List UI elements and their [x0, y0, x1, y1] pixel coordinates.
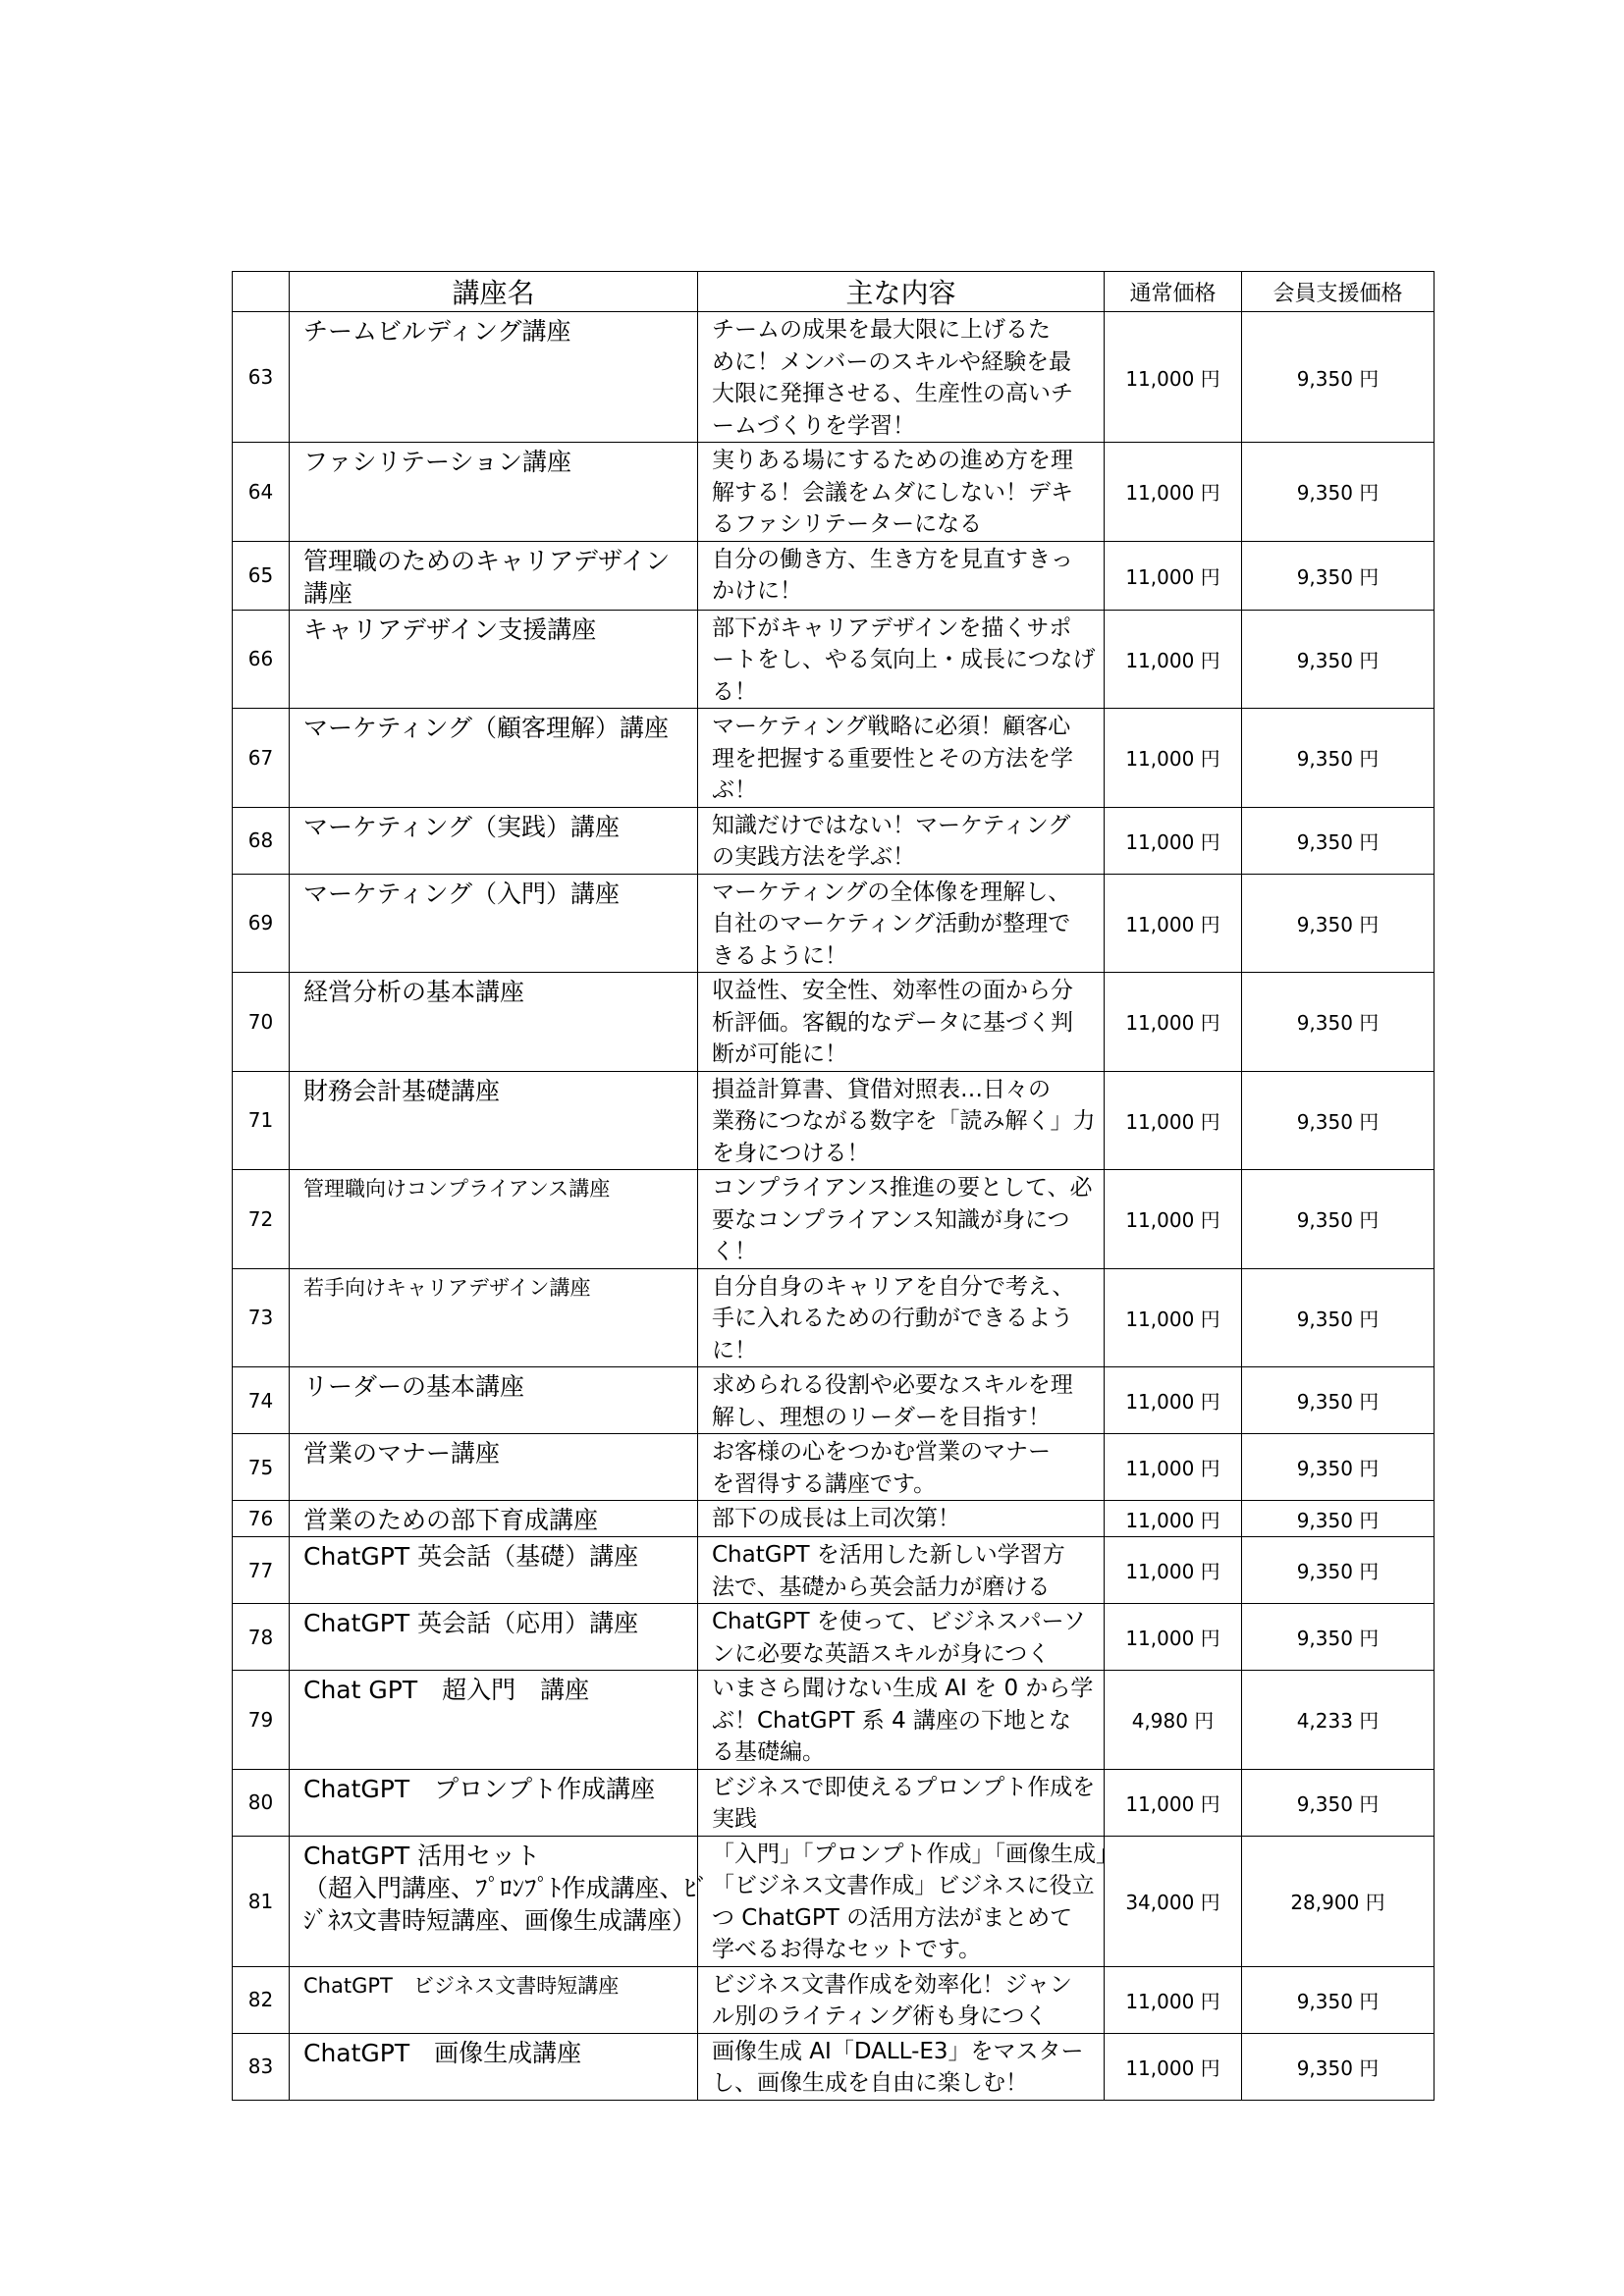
table-row: [233, 1434, 1435, 1501]
table-row: [233, 807, 1435, 874]
table-row: [233, 443, 1435, 542]
course-name-line: マーケティング（実践）講座: [303, 812, 621, 841]
course-content: [698, 312, 1105, 443]
course-name-line: マーケティング（顧客理解）講座: [303, 714, 670, 742]
member-price: 9,350 円: [1242, 541, 1435, 610]
course-name: [290, 1170, 698, 1269]
course-name: [290, 1671, 698, 1770]
table-row: [233, 1671, 1435, 1770]
course-name-line: ChatGPT プロンプト作成講座: [303, 1774, 656, 1803]
regular-price: 11,000 円: [1105, 312, 1242, 443]
course-content: [698, 443, 1105, 542]
member-price: 9,350 円: [1242, 1604, 1435, 1671]
course-content-line: チームの成果を最大限に上げるた: [712, 317, 1051, 343]
course-name-line: ｼﾞﾈｽ文書時短講座、画像生成講座）: [303, 1905, 697, 1935]
course-name: [290, 2033, 698, 2100]
course-name-line: マーケティング（入門）講座: [303, 879, 621, 908]
course-name-line: チームビルディング講座: [303, 317, 571, 346]
table-row: [233, 1367, 1435, 1434]
member-price: 9,350 円: [1242, 973, 1435, 1072]
course-content-line: 求められる役割や必要なスキルを理: [712, 1372, 1073, 1398]
table-row: [233, 1604, 1435, 1671]
course-content-line: ビジネスで即使えるプロンプト作成を: [712, 1774, 1096, 1800]
row-number: 65: [233, 541, 290, 610]
course-content-line: コンプライアンス推進の要として、必: [712, 1175, 1093, 1201]
course-name-line: ChatGPT ビジネス文書時短講座: [303, 1973, 620, 1998]
course-name: [290, 610, 698, 709]
row-number: 64: [233, 443, 290, 542]
course-name-line: Chat GPT 超入門 講座: [303, 1676, 590, 1704]
course-content-line: マーケティングの全体像を理解し、: [712, 879, 1071, 905]
course-content-line: ぶ！: [712, 777, 757, 803]
table-row: [233, 1071, 1435, 1170]
course-name: [290, 443, 698, 542]
member-price: 9,350 円: [1242, 1769, 1435, 1836]
course-content-line: 画像生成 AI「DALL-E3」をマスター: [712, 2038, 1084, 2064]
course-content-line: 知識だけではない！マーケティング: [712, 812, 1071, 838]
course-name-line: ファシリテーション講座: [303, 448, 572, 476]
regular-price: 4,980 円: [1105, 1671, 1242, 1770]
course-content-line: の実践方法を学ぶ！: [712, 844, 915, 870]
table-row: [233, 1268, 1435, 1367]
row-number: 67: [233, 709, 290, 808]
course-name: [290, 973, 698, 1072]
regular-price: 34,000 円: [1105, 1836, 1242, 1966]
member-price: 28,900 円: [1242, 1836, 1435, 1966]
course-content: [698, 610, 1105, 709]
course-content-line: 収益性、安全性、効率性の面から分: [712, 978, 1073, 1003]
member-price: 9,350 円: [1242, 312, 1435, 443]
row-number: 74: [233, 1367, 290, 1434]
course-content-line: 手に入れるための行動ができるよう: [712, 1306, 1073, 1331]
member-price: 9,350 円: [1242, 807, 1435, 874]
course-name: [290, 1836, 709, 1966]
course-name: [290, 1071, 698, 1170]
row-number: 63: [233, 312, 290, 443]
course-content-line: ル別のライティング術も身につく: [712, 2003, 1048, 2029]
course-name: [290, 1966, 698, 2033]
header-course-name: 講座名: [290, 272, 698, 312]
course-content-line: 「入門」「プロンプト作成」「画像生成」: [712, 1841, 1118, 1867]
member-price: 9,350 円: [1242, 610, 1435, 709]
course-content: [698, 541, 1105, 610]
course-name-line: 営業のマナー講座: [303, 1439, 501, 1468]
member-price: 9,350 円: [1242, 2033, 1435, 2100]
course-content-line: し、画像生成を自由に楽しむ！: [712, 2070, 1028, 2096]
row-number: 82: [233, 1966, 290, 2033]
course-content-line: かけに！: [712, 578, 802, 604]
regular-price: 11,000 円: [1105, 973, 1242, 1072]
member-price: 9,350 円: [1242, 1501, 1435, 1537]
course-content-line: 「ビジネス文書作成」ビジネスに役立: [712, 1873, 1095, 1898]
course-content-line: 自分自身のキャリアを自分で考え、: [712, 1273, 1075, 1300]
course-name-line: （超入門講座、ﾌﾟﾛﾝﾌﾟﾄ作成講座、ﾋﾞ: [303, 1873, 709, 1902]
course-content: [698, 1170, 1105, 1269]
member-price: 9,350 円: [1242, 1537, 1435, 1604]
course-content-line: を身につける！: [712, 1140, 870, 1166]
course-name: [290, 1501, 698, 1537]
member-price: 9,350 円: [1242, 1170, 1435, 1269]
course-content-line: く！: [712, 1239, 757, 1264]
row-number: 68: [233, 807, 290, 874]
regular-price: 11,000 円: [1105, 2033, 1242, 2100]
course-content-line: ChatGPT を使って、ビジネスパーソ: [712, 1609, 1086, 1634]
course-content-line: 自社のマーケティング活動が整理で: [712, 911, 1071, 936]
course-content: [698, 1836, 1118, 1966]
regular-price: 11,000 円: [1105, 443, 1242, 542]
course-name-line: ChatGPT 英会話（応用）講座: [303, 1609, 639, 1637]
course-content: [698, 1434, 1105, 1501]
course-content: [698, 1604, 1105, 1671]
course-name: [290, 1367, 698, 1434]
course-content-line: めに！メンバーのスキルや経験を最: [712, 348, 1072, 375]
row-number: 72: [233, 1170, 290, 1269]
regular-price: 11,000 円: [1105, 1769, 1242, 1836]
member-price: 9,350 円: [1242, 874, 1435, 973]
header-main-content: 主な内容: [698, 272, 1105, 312]
course-name-line: ChatGPT 英会話（基礎）講座: [303, 1542, 639, 1571]
table-row: [233, 610, 1435, 709]
course-name: [290, 709, 698, 808]
course-name: [290, 1268, 698, 1367]
course-name: [290, 874, 698, 973]
row-number: 69: [233, 874, 290, 973]
table-row: [233, 1170, 1435, 1269]
course-name-line: 管理職のためのキャリアデザイン: [303, 546, 671, 575]
course-content-line: ンに必要な英語スキルが身につく: [712, 1640, 1051, 1667]
member-price: 9,350 円: [1242, 1434, 1435, 1501]
course-name-line: ChatGPT 活用セット: [303, 1841, 541, 1870]
header-member-price: 会員支援価格: [1242, 272, 1435, 312]
course-name-line: 財務会計基礎講座: [303, 1076, 501, 1105]
table-row: [233, 1966, 1435, 2033]
course-name-line: 講座: [303, 578, 353, 608]
row-number: 70: [233, 973, 290, 1072]
course-content: [698, 1367, 1105, 1434]
course-content-line: ームづくりを学習！: [712, 412, 915, 439]
course-content: [698, 874, 1105, 973]
course-name: [290, 807, 698, 874]
course-content-line: 学べるお得なセットです。: [712, 1937, 982, 1962]
course-content: [698, 1966, 1105, 2033]
course-content-line: 理を把握する重要性とその方法を学: [712, 745, 1073, 772]
course-content-line: 解する！会議をムダにしない！デキ: [712, 479, 1073, 506]
row-number: 77: [233, 1537, 290, 1604]
table-row: [233, 1769, 1435, 1836]
course-content-line: 断が可能に！: [712, 1041, 847, 1067]
course-content-line: 部下の成長は上司次第！: [712, 1506, 960, 1531]
course-content-line: る基礎編。: [712, 1739, 825, 1765]
regular-price: 11,000 円: [1105, 1268, 1242, 1367]
regular-price: 11,000 円: [1105, 1604, 1242, 1671]
course-name-line: ChatGPT 画像生成講座: [303, 2038, 582, 2067]
course-content-line: 損益計算書、貸借対照表…日々の: [712, 1076, 1051, 1102]
regular-price: 11,000 円: [1105, 1367, 1242, 1434]
course-content-line: る！: [712, 678, 757, 705]
course-content: [698, 1671, 1105, 1770]
course-name: [290, 312, 698, 443]
course-content-line: 自分の働き方、生き方を見直すきっ: [712, 546, 1073, 572]
course-content-line: 大限に発揮させる、生産性の高いチ: [712, 381, 1073, 406]
table-row: [233, 312, 1435, 443]
member-price: 9,350 円: [1242, 1071, 1435, 1170]
course-content-line: つ ChatGPT の活用方法がまとめて: [712, 1904, 1073, 1931]
course-name-line: リーダーの基本講座: [303, 1372, 525, 1401]
regular-price: 11,000 円: [1105, 610, 1242, 709]
row-number: 75: [233, 1434, 290, 1501]
course-content-line: ビジネス文書作成を効率化！ジャン: [712, 1971, 1072, 1998]
course-content: [698, 1268, 1105, 1367]
table-row: [233, 1501, 1435, 1537]
table-row: [233, 1836, 1435, 1966]
course-name-line: 管理職向けコンプライアンス講座: [303, 1177, 611, 1201]
course-name-line: 営業のための部下育成講座: [303, 1506, 599, 1534]
course-content: [698, 2033, 1105, 2100]
course-content: [698, 709, 1105, 808]
course-name-line: キャリアデザイン支援講座: [303, 614, 597, 644]
course-content-line: に！: [712, 1337, 757, 1363]
course-name: [290, 1434, 698, 1501]
table-row: [233, 541, 1435, 610]
row-number: 79: [233, 1671, 290, 1770]
course-name: [290, 1604, 698, 1671]
course-content-line: るファシリテーターになる: [712, 511, 983, 537]
course-content-line: 解し、理想のリーダーを目指す！: [712, 1404, 1051, 1430]
table-row: [233, 709, 1435, 808]
course-content: [698, 1769, 1105, 1836]
regular-price: 11,000 円: [1105, 1501, 1242, 1537]
course-content: [698, 1071, 1105, 1170]
course-name-line: 経営分析の基本講座: [303, 978, 525, 1006]
course-name-line: 若手向けキャリアデザイン講座: [303, 1275, 591, 1300]
header-number: [233, 272, 290, 312]
regular-price: 11,000 円: [1105, 807, 1242, 874]
regular-price: 11,000 円: [1105, 874, 1242, 973]
course-content-line: 部下がキャリアデザインを描くサポ: [712, 614, 1072, 641]
regular-price: 11,000 円: [1105, 1434, 1242, 1501]
table-row: [233, 874, 1435, 973]
regular-price: 11,000 円: [1105, 541, 1242, 610]
course-content-line: 要なコンプライアンス知識が身につ: [712, 1206, 1070, 1233]
course-content-line: いまさら聞けない生成 AI を 0 から学: [712, 1676, 1094, 1701]
member-price: 9,350 円: [1242, 443, 1435, 542]
course-name: [290, 541, 698, 610]
table-row: [233, 2033, 1435, 2100]
course-content: [698, 1501, 1105, 1537]
member-price: 9,350 円: [1242, 1367, 1435, 1434]
row-number: 80: [233, 1769, 290, 1836]
row-number: 81: [233, 1836, 290, 1966]
table-header-row: [233, 272, 1435, 312]
row-number: 66: [233, 610, 290, 709]
course-content-line: ートをし、やる気向上・成長につなげ: [712, 647, 1096, 672]
course-content: [698, 973, 1105, 1072]
header-regular-price: 通常価格: [1105, 272, 1242, 312]
course-name: [290, 1769, 698, 1836]
row-number: 76: [233, 1501, 290, 1537]
row-number: 73: [233, 1268, 290, 1367]
course-content-line: を習得する講座です。: [712, 1470, 937, 1497]
course-content-line: お客様の心をつかむ営業のマナー: [712, 1439, 1051, 1465]
row-number: 78: [233, 1604, 290, 1671]
row-number: 83: [233, 2033, 290, 2100]
row-number: 71: [233, 1071, 290, 1170]
regular-price: 11,000 円: [1105, 1537, 1242, 1604]
member-price: 9,350 円: [1242, 1966, 1435, 2033]
member-price: 9,350 円: [1242, 1268, 1435, 1367]
course-table: [232, 271, 1435, 2101]
course-content-line: ぶ！ChatGPT 系 4 講座の下地とな: [712, 1707, 1072, 1734]
course-name: [290, 1537, 698, 1604]
course-content-line: 実りある場にするための進め方を理: [712, 448, 1073, 473]
course-content-line: 法で、基礎から英会話力が磨ける: [712, 1574, 1051, 1600]
course-content-line: 析評価。客観的なデータに基づく判: [712, 1009, 1073, 1036]
regular-price: 11,000 円: [1105, 1170, 1242, 1269]
regular-price: 11,000 円: [1105, 1071, 1242, 1170]
course-content-line: マーケティング戦略に必須！顧客心: [712, 714, 1071, 739]
course-content: [698, 807, 1105, 874]
course-content-line: ChatGPT を活用した新しい学習方: [712, 1542, 1065, 1568]
course-content-line: きるように！: [712, 942, 847, 969]
table-row: [233, 1537, 1435, 1604]
regular-price: 11,000 円: [1105, 709, 1242, 808]
regular-price: 11,000 円: [1105, 1966, 1242, 2033]
member-price: 4,233 円: [1242, 1671, 1435, 1770]
course-content-line: 実践: [712, 1806, 757, 1832]
course-content-line: 業務につながる数字を「読み解く」力: [712, 1108, 1096, 1134]
course-content: [698, 1537, 1105, 1604]
member-price: 9,350 円: [1242, 709, 1435, 808]
table-row: [233, 973, 1435, 1072]
